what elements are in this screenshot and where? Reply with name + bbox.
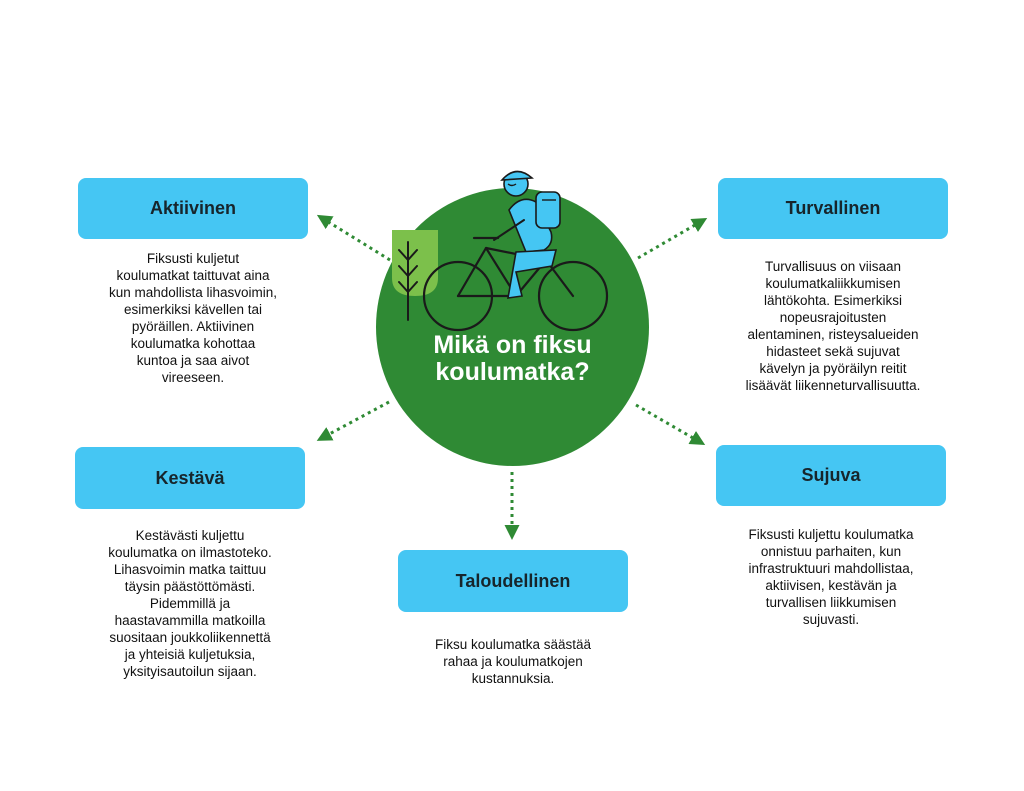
topic-text-kestava	[75, 527, 305, 680]
text-line: Pidemmillä ja	[149, 596, 231, 611]
text-line: esimerkiksi kävellen tai	[123, 302, 263, 317]
topic-pill-taloudellinen	[398, 550, 628, 612]
text-line: Lihasvoimin matka taittuu	[113, 562, 267, 577]
text-line: aktiivisen, kestävän ja	[765, 578, 897, 593]
text-line: yksityisautoilun sijaan.	[123, 664, 257, 679]
topic-text-sujuva	[716, 526, 946, 628]
text-line: rahaa ja koulumatkojen	[443, 654, 583, 669]
topic-title: Taloudellinen	[455, 570, 571, 591]
text-line: kustannuksia.	[471, 671, 555, 686]
text-line: lähtökohta. Esimerkiksi	[763, 293, 903, 308]
hub-title-line: koulumatka?	[435, 358, 590, 386]
topic-pill-turvallinen	[718, 178, 948, 239]
hub-title-line: Mikä on fiksu	[433, 331, 592, 359]
topic-pill-sujuva	[716, 445, 946, 506]
text-line: alentaminen, risteysalueiden	[747, 327, 919, 342]
text-line: turvallisen liikkumisen	[765, 595, 897, 610]
text-line: sujuvasti.	[802, 612, 860, 627]
text-line: onnistuu parhaiten, kun	[760, 544, 902, 559]
topic-title: Kestävä	[155, 467, 225, 488]
text-line: Fiksu koulumatka säästää	[434, 637, 592, 652]
arrow-to-kestava	[322, 402, 389, 438]
text-line: koulumatkat taittuvat aina	[116, 268, 270, 283]
text-line: täysin päästöttömästi.	[124, 579, 256, 594]
text-line: lisäävät liikenneturvallisuutta.	[745, 378, 921, 393]
text-line: kun mahdollista lihasvoimin,	[108, 285, 278, 300]
topic-title: Sujuva	[801, 465, 861, 485]
topic-pill-aktiivinen	[78, 178, 308, 239]
text-line: pyöräillen. Aktiivinen	[131, 319, 255, 334]
topic-text-aktiivinen	[78, 250, 308, 386]
topic-text-turvallinen	[718, 258, 948, 394]
text-line: Fiksusti kuljettu koulumatka	[748, 527, 914, 542]
topic-pill-kestava	[75, 447, 305, 509]
text-line: haastavammilla matkoilla	[114, 613, 266, 628]
text-line: hidasteet sekä sujuvat	[766, 344, 900, 359]
text-line: koulumatkaliikkumisen	[765, 276, 901, 291]
text-line: koulumatka on ilmastoteko.	[108, 545, 272, 560]
hub-title	[376, 332, 649, 386]
text-line: Kestävästi kuljettu	[135, 528, 245, 543]
topic-text-taloudellinen	[398, 636, 628, 687]
text-line: Turvallisuus on viisaan	[764, 259, 902, 274]
text-line: kuntoa ja saa aivot	[136, 353, 250, 368]
cyclist-illustration	[376, 160, 649, 340]
text-line: kävelyn ja pyöräilyn reitit	[759, 361, 907, 376]
text-line: ja yhteisiä kuljetuksia,	[124, 647, 256, 662]
arrow-to-sujuva	[636, 405, 700, 442]
text-line: vireeseen.	[161, 370, 225, 385]
topic-title: Turvallinen	[785, 198, 881, 218]
text-line: koulumatka kohottaa	[130, 336, 256, 351]
topic-title: Aktiivinen	[149, 198, 237, 218]
rider-icon	[494, 171, 560, 298]
text-line: infrastruktuuri mahdollistaa,	[748, 561, 914, 576]
text-line: suositaan joukkoliikennettä	[109, 630, 271, 645]
text-line: nopeusrajoitusten	[779, 310, 887, 325]
text-line: Fiksusti kuljetut	[146, 251, 240, 266]
